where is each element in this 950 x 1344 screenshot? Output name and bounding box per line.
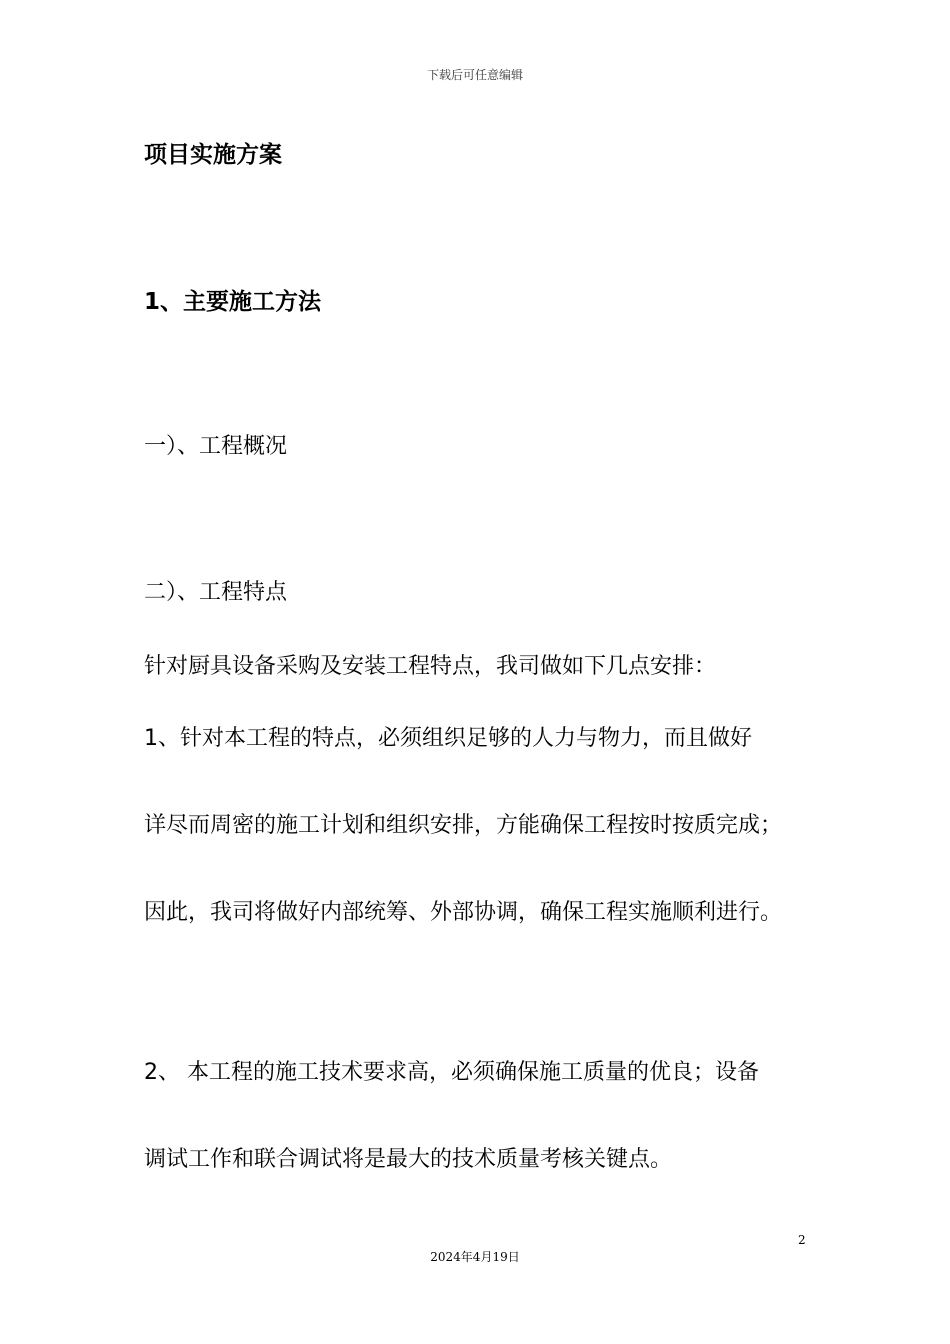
item-1-line-3: 因此，我司将做好内部统筹、外部协调，确保工程实施顺利进行。 [144, 900, 783, 925]
header-note: 下载后可任意编辑 [426, 68, 523, 82]
item-1-line-1: 1、针对本工程的特点，必须组织足够的人力与物力，而且做好 [144, 726, 752, 751]
document-title: 项目实施方案 [144, 142, 282, 168]
intro-paragraph: 针对厨具设备采购及安装工程特点，我司做如下几点安排： [144, 654, 717, 679]
subheading-project-features: 二）、工程特点 [144, 580, 288, 605]
item-2-line-2: 调试工作和联合调试将是最大的技术质量考核关键点。 [144, 1147, 673, 1172]
item-1-line-2: 详尽而周密的施工计划和组织安排，方能确保工程按时按质完成； [144, 813, 783, 838]
footer-date: 2024年4月19日 [430, 1250, 520, 1264]
page-number: 2 [798, 1233, 806, 1247]
section-heading-main-construction-methods: 1、主要施工方法 [144, 289, 322, 315]
item-2-line-1: 2、 本工程的施工技术要求高，必须确保施工质量的优良；设备 [144, 1060, 759, 1085]
subheading-project-overview: 一）、工程概况 [144, 434, 288, 459]
